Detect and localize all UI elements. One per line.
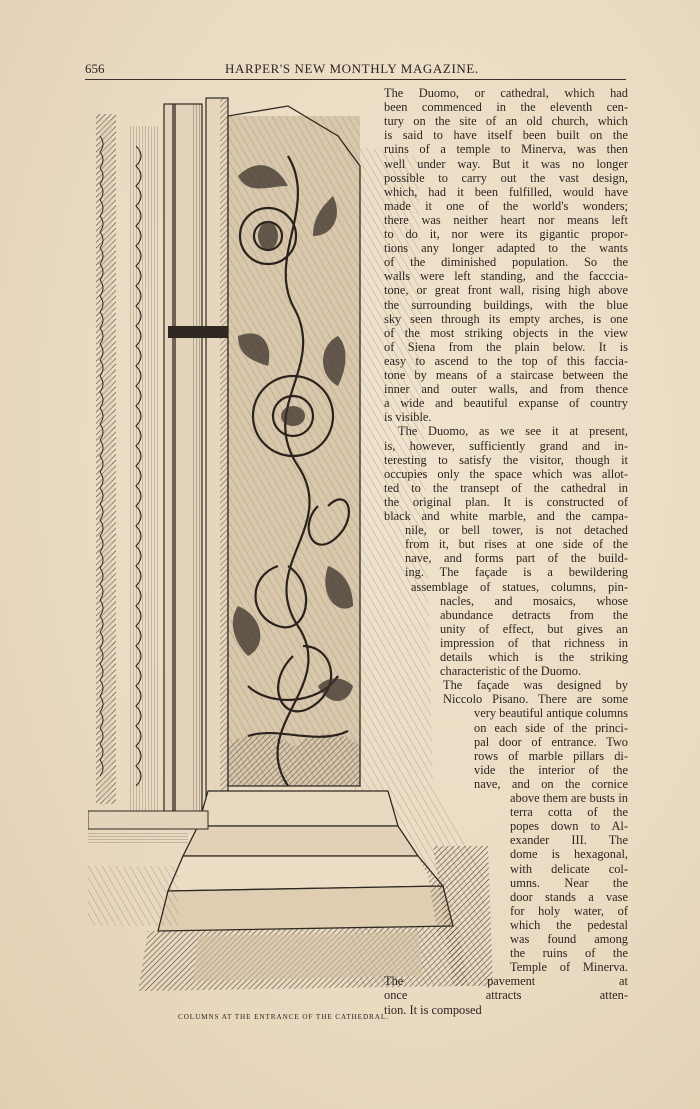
- body-text-line: walls were left standing, and the facccia-: [384, 269, 628, 284]
- body-text-line: is visible.: [384, 410, 432, 425]
- body-text-line: sky seen through its empty arches, is one: [384, 311, 628, 326]
- body-text-line: Temple of Minerva.: [510, 960, 628, 975]
- body-text-line: a wide and beautiful expanse of country: [384, 396, 628, 411]
- body-text-line: popes down to Al-: [510, 819, 628, 834]
- body-text-line: terra cotta of the: [510, 805, 628, 820]
- body-text-line: dome is hexagonal,: [510, 847, 628, 862]
- body-text-line: was found among: [510, 932, 628, 946]
- body-text-line: of Siena from the plain below. It is: [384, 339, 628, 354]
- body-text-line: abundance detracts from the: [440, 607, 628, 622]
- body-text-line: very beautiful antique columns: [474, 706, 628, 721]
- body-text-line: nile, or bell tower, is not detached: [405, 523, 628, 538]
- body-text-line: unity of effect, but gives an: [440, 621, 628, 636]
- body-text-line: nave, and forms part of the build-: [405, 551, 628, 566]
- body-text-line: ruins of a temple to Minerva, was then: [384, 142, 628, 157]
- body-text-line: vide the interior of the: [474, 762, 628, 777]
- body-text-line: with delicate col-: [510, 861, 628, 876]
- body-text-line: been commenced in the eleventh cen-: [384, 100, 628, 115]
- body-text-line: rows of marble pillars di-: [474, 748, 628, 763]
- body-text-line: occupies only the space which was allot-: [384, 466, 628, 481]
- body-text-line: which, had it been fulfilled, would have: [384, 184, 628, 199]
- body-text-line: the original plan. It is constructed of: [384, 494, 628, 509]
- body-text-line: on each side of the princi-: [474, 720, 628, 735]
- body-text-line: tion. It is composed: [384, 1002, 482, 1017]
- body-text-line: The pavement at: [384, 974, 628, 989]
- body-text-line: is said to have itself been built on the: [384, 128, 628, 143]
- header-rule: [85, 79, 626, 80]
- body-text-line: The façade was designed by: [443, 678, 628, 693]
- body-text-line: the surrounding buildings, with the blue: [384, 297, 628, 312]
- body-text-line: of the diminished population. So the: [384, 255, 628, 270]
- body-text-line: once attracts atten-: [384, 988, 628, 1003]
- figure-caption: COLUMNS AT THE ENTRANCE OF THE CATHEDRAL.: [178, 1013, 389, 1021]
- body-text-line: exander III. The: [510, 833, 628, 848]
- body-text-line: possible to carry out the vast design,: [384, 170, 628, 185]
- body-text-line: well under way. But it was no longer: [384, 156, 628, 171]
- body-text-line: tury on the site of an old church, which: [384, 114, 628, 129]
- body-text-line: to do it, nor were its gigantic propor-: [384, 227, 628, 241]
- page-number: 656: [85, 61, 105, 76]
- body-text-line: The Duomo, as we see it at present,: [398, 424, 628, 439]
- body-text-line: is, however, sufficiently grand and in-: [384, 438, 628, 453]
- body-text-line: above them are busts in: [510, 791, 628, 805]
- body-text-line: tone, or great front wall, rising high above: [384, 283, 628, 298]
- body-text-line: black and white marble, and the campa-: [384, 509, 628, 523]
- body-text-line: nave, and on the cornice: [474, 776, 628, 791]
- body-text-line: Niccolo Pisano. There are some: [443, 692, 628, 707]
- body-text-line: characteristic of the Duomo.: [440, 664, 582, 679]
- body-text-line: ted to the transept of the cathedral in: [384, 480, 628, 495]
- body-text-line: of the most striking objects in the view: [384, 325, 628, 340]
- body-text-line: inner and outer walls, and from thence: [384, 382, 628, 397]
- body-text-line: which the pedestal: [510, 917, 628, 932]
- body-text-line: door stands a vase: [510, 889, 628, 904]
- body-text-line: teresting to satisfy the visitor, though it: [384, 452, 628, 467]
- body-text-line: made it one of the world's wonders;: [384, 198, 628, 213]
- body-text-line: there was neither heart nor means left: [384, 212, 628, 227]
- body-text-line: tone by means of a staircase between the: [384, 368, 628, 382]
- body-text-line: umns. Near the: [510, 875, 628, 890]
- body-text-line: from it, but rises at one side of the: [405, 537, 628, 552]
- body-text-line: tions any longer adapted to the wants: [384, 241, 628, 256]
- body-text-line: easy to ascend to the top of this faccia-: [384, 353, 628, 368]
- body-text-line: impression of that richness in: [440, 635, 628, 650]
- body-text-line: The Duomo, or cathedral, which had: [384, 86, 628, 100]
- body-text-line: details which is the striking: [440, 650, 628, 664]
- running-head: HARPER'S NEW MONTHLY MAGAZINE.: [225, 61, 479, 76]
- body-text-line: the ruins of the: [510, 946, 628, 961]
- body-text-line: pal door of entrance. Two: [474, 734, 628, 749]
- body-text-line: for holy water, of: [510, 903, 628, 918]
- body-text-line: assemblage of statues, columns, pin-: [411, 579, 628, 594]
- body-text-line: ing. The façade is a bewildering: [405, 565, 628, 580]
- body-text-line: nacles, and mosaics, whose: [440, 593, 628, 608]
